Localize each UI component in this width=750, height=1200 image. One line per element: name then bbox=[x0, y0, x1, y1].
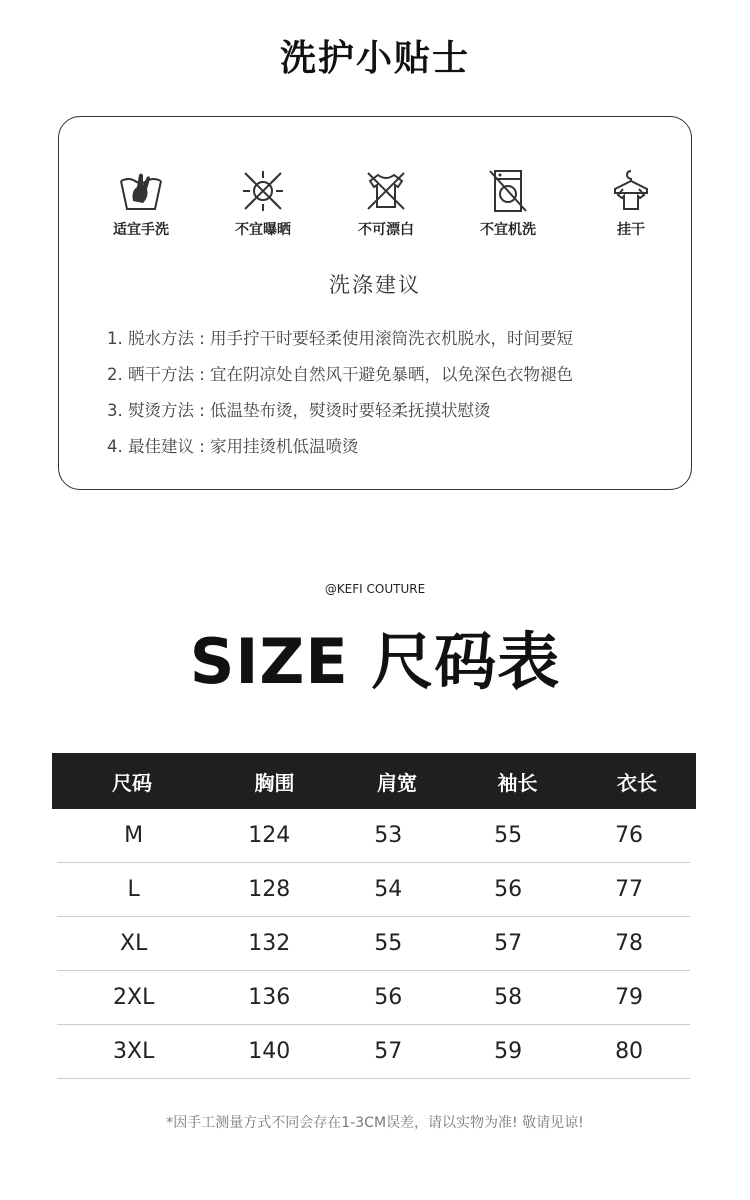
table-cell: 57 bbox=[494, 931, 523, 956]
no-machine-wash-icon bbox=[484, 167, 532, 215]
no-sun-icon bbox=[239, 167, 287, 215]
header-cell-shoulder: 肩宽 bbox=[377, 770, 417, 795]
table-cell: XL bbox=[120, 931, 148, 956]
wash-advice-item: 1. 脱水方法 : 用手拧干时要轻柔使用滚筒洗衣机脱水，时间要短 bbox=[107, 329, 574, 348]
wash-advice-item: 2. 晒干方法 : 宜在阴凉处自然风干避免暴晒，以免深色衣物褪色 bbox=[107, 365, 574, 384]
wash-advice-list bbox=[107, 321, 687, 465]
table-cell: 56 bbox=[374, 985, 403, 1010]
header-cell-size: 尺码 bbox=[112, 770, 152, 795]
header-cell-sleeve: 袖长 bbox=[497, 770, 538, 795]
table-row bbox=[57, 863, 690, 917]
table-cell: 78 bbox=[615, 931, 644, 956]
no-bleach-icon bbox=[362, 167, 410, 215]
table-cell: 80 bbox=[615, 1039, 644, 1064]
wash-advice-item: 4. 最佳建议 : 家用挂烫机低温喷烫 bbox=[107, 437, 359, 456]
table-cell: 132 bbox=[248, 931, 291, 956]
table-row bbox=[57, 971, 690, 1025]
table-row bbox=[57, 809, 690, 863]
care-icon-label: 不宜机洗 bbox=[480, 222, 536, 238]
table-cell: 55 bbox=[494, 823, 523, 848]
care-icon-label: 不可漂白 bbox=[358, 222, 414, 238]
table-cell: 58 bbox=[494, 985, 523, 1010]
table-cell: M bbox=[124, 823, 144, 848]
table-cell: 56 bbox=[494, 877, 523, 902]
header-cell-length: 衣长 bbox=[617, 770, 657, 795]
care-icon-item bbox=[463, 167, 553, 239]
table-cell: 128 bbox=[248, 877, 291, 902]
size-table bbox=[52, 753, 696, 1079]
care-icon-item bbox=[586, 167, 676, 239]
care-icon-item bbox=[218, 167, 308, 239]
table-cell: L bbox=[127, 877, 140, 902]
measurement-note: *因手工测量方式不同会存在1-3CM误差，请以实物为准! 敬请见谅! bbox=[166, 1115, 584, 1131]
care-icon-label: 挂干 bbox=[617, 222, 645, 238]
table-cell: 140 bbox=[248, 1039, 291, 1064]
table-row bbox=[57, 917, 690, 971]
table-row bbox=[57, 1025, 690, 1079]
table-cell: 54 bbox=[374, 877, 403, 902]
wash-advice-item: 3. 熨烫方法 : 低温垫布烫，熨烫时要轻柔抚摸状慰烫 bbox=[107, 401, 491, 420]
table-cell: 53 bbox=[374, 823, 403, 848]
care-tips-title: 洗护小贴士 bbox=[279, 38, 470, 79]
table-cell: 136 bbox=[248, 985, 291, 1010]
table-cell: 76 bbox=[615, 823, 644, 848]
table-cell: 77 bbox=[615, 877, 644, 902]
care-icon-label: 不宜曝晒 bbox=[235, 222, 291, 238]
table-cell: 124 bbox=[248, 823, 291, 848]
table-cell: 57 bbox=[374, 1039, 403, 1064]
care-icon-item bbox=[341, 167, 431, 239]
wash-advice-heading: 洗涤建议 bbox=[329, 273, 421, 297]
size-table-header bbox=[52, 753, 696, 809]
brand-label: @KEFI COUTURE bbox=[324, 582, 426, 596]
care-icon-label: 适宜手洗 bbox=[113, 222, 169, 238]
table-cell: 3XL bbox=[113, 1039, 155, 1064]
care-tips-panel bbox=[58, 116, 692, 490]
table-cell: 2XL bbox=[113, 985, 155, 1010]
table-cell: 59 bbox=[494, 1039, 523, 1064]
hang-dry-icon bbox=[607, 167, 655, 215]
hand-wash-icon bbox=[117, 167, 165, 215]
table-cell: 55 bbox=[374, 931, 403, 956]
size-chart-title: SIZE 尺码表 bbox=[189, 625, 561, 698]
header-cell-chest: 胸围 bbox=[254, 770, 295, 795]
table-cell: 79 bbox=[615, 985, 644, 1010]
care-icon-item bbox=[96, 167, 186, 239]
